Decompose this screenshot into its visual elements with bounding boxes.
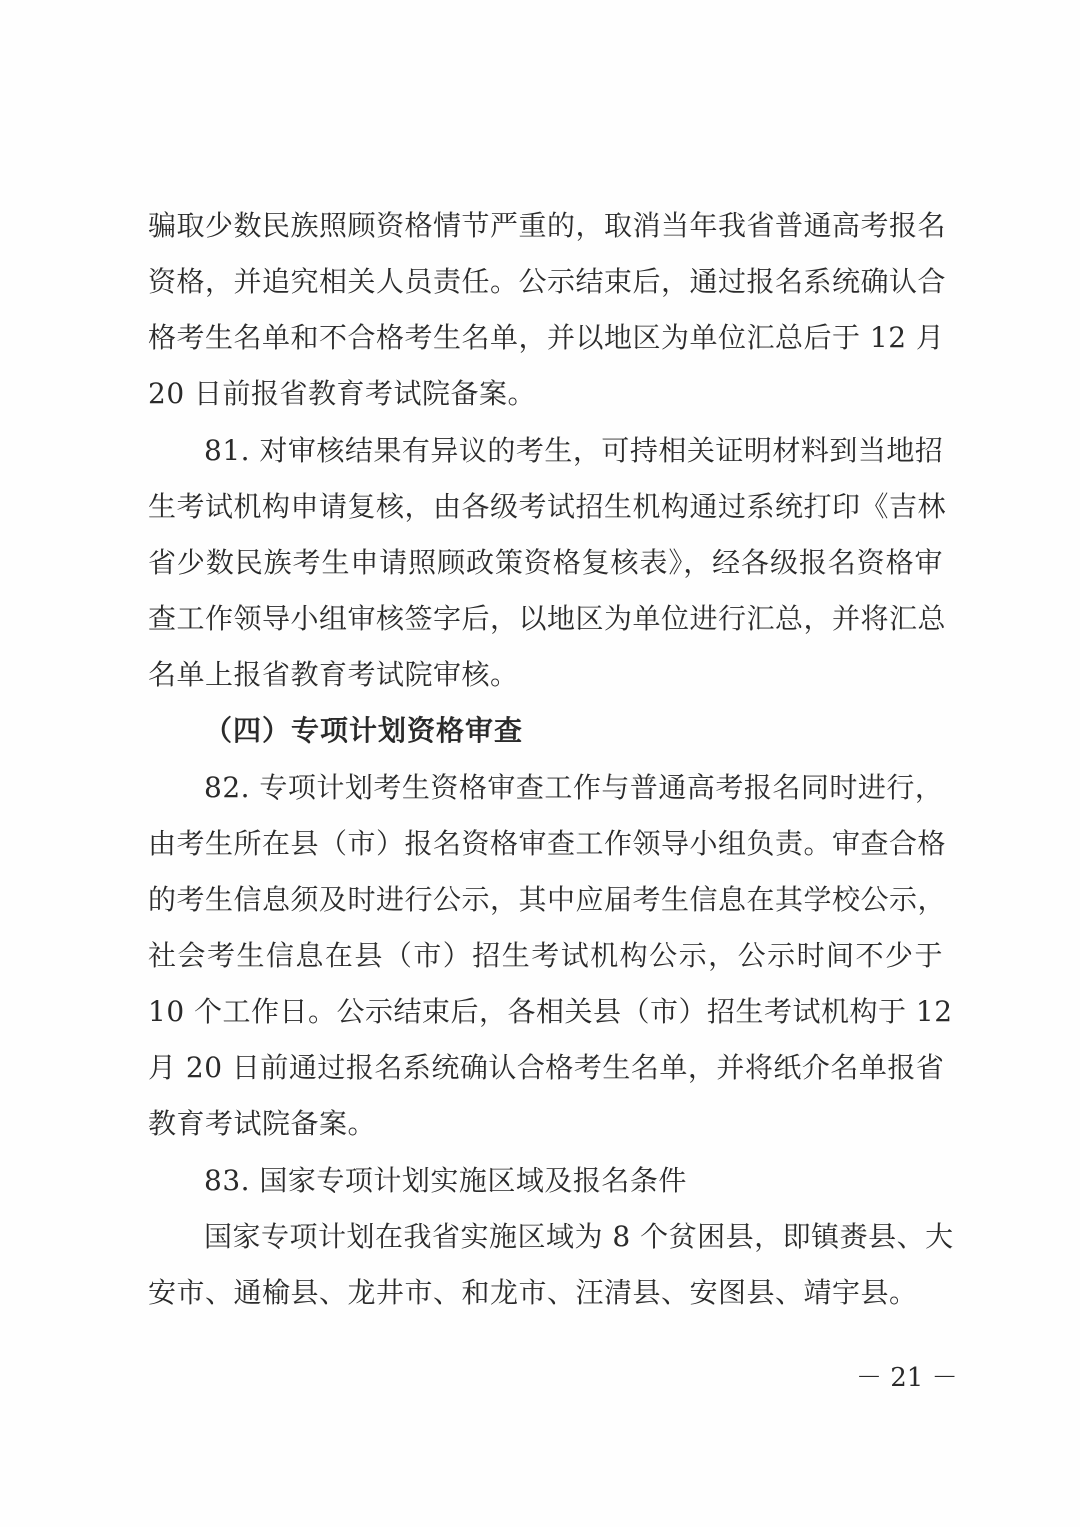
page-number: － 21 －: [856, 1363, 958, 1393]
text-line: 骗取少数民族照顾资格情节严重的，取消当年我省普通高考报名: [148, 209, 947, 242]
text-line: 资格，并追究相关人员责任。公示结束后，通过报名系统确认合: [148, 265, 947, 298]
text-line: 10 个工作日。公示结束后，各相关县（市）招生考试机构于 12: [148, 995, 953, 1028]
text-line: 生考试机构申请复核，由各级考试招生机构通过系统打印《吉林: [148, 490, 947, 523]
text-line: 名单上报省教育考试院审核。: [148, 658, 519, 691]
text-line: 查工作领导小组审核签字后，以地区为单位进行汇总，并将汇总: [148, 602, 947, 635]
text-line: 省少数民族考生申请照顾政策资格复核表》，经各级报名资格审: [148, 546, 943, 579]
text-line: 教育考试院备案。: [148, 1107, 377, 1140]
text-line: 国家专项计划在我省实施区域为 8 个贫困县，即镇赉县、大: [204, 1220, 954, 1253]
section-heading: （四）专项计划资格审查: [204, 714, 524, 747]
text-line: 81. 对审核结果有异议的考生，可持相关证明材料到当地招: [204, 434, 944, 467]
text-line: 格考生名单和不合格考生名单，并以地区为单位汇总后于 12 月: [148, 321, 945, 354]
text-line: 83. 国家专项计划实施区域及报名条件: [204, 1164, 687, 1197]
text-line: 社会考生信息在县（市）招生考试机构公示，公示时间不少于: [148, 939, 943, 972]
text-line: 20 日前报省教育考试院备案。: [148, 377, 537, 410]
text-line: 月 20 日前通过报名系统确认合格考生名单，并将纸介名单报省: [148, 1051, 945, 1084]
text-line: 安市、通榆县、龙井市、和龙市、汪清县、安图县、靖宇县。: [148, 1276, 918, 1309]
text-line: 82. 专项计划考生资格审查工作与普通高考报名同时进行，: [204, 771, 944, 804]
text-line: 由考生所在县（市）报名资格审查工作领导小组负责。审查合格: [148, 827, 947, 860]
text-line: 的考生信息须及时进行公示，其中应届考生信息在其学校公示，: [148, 883, 947, 916]
